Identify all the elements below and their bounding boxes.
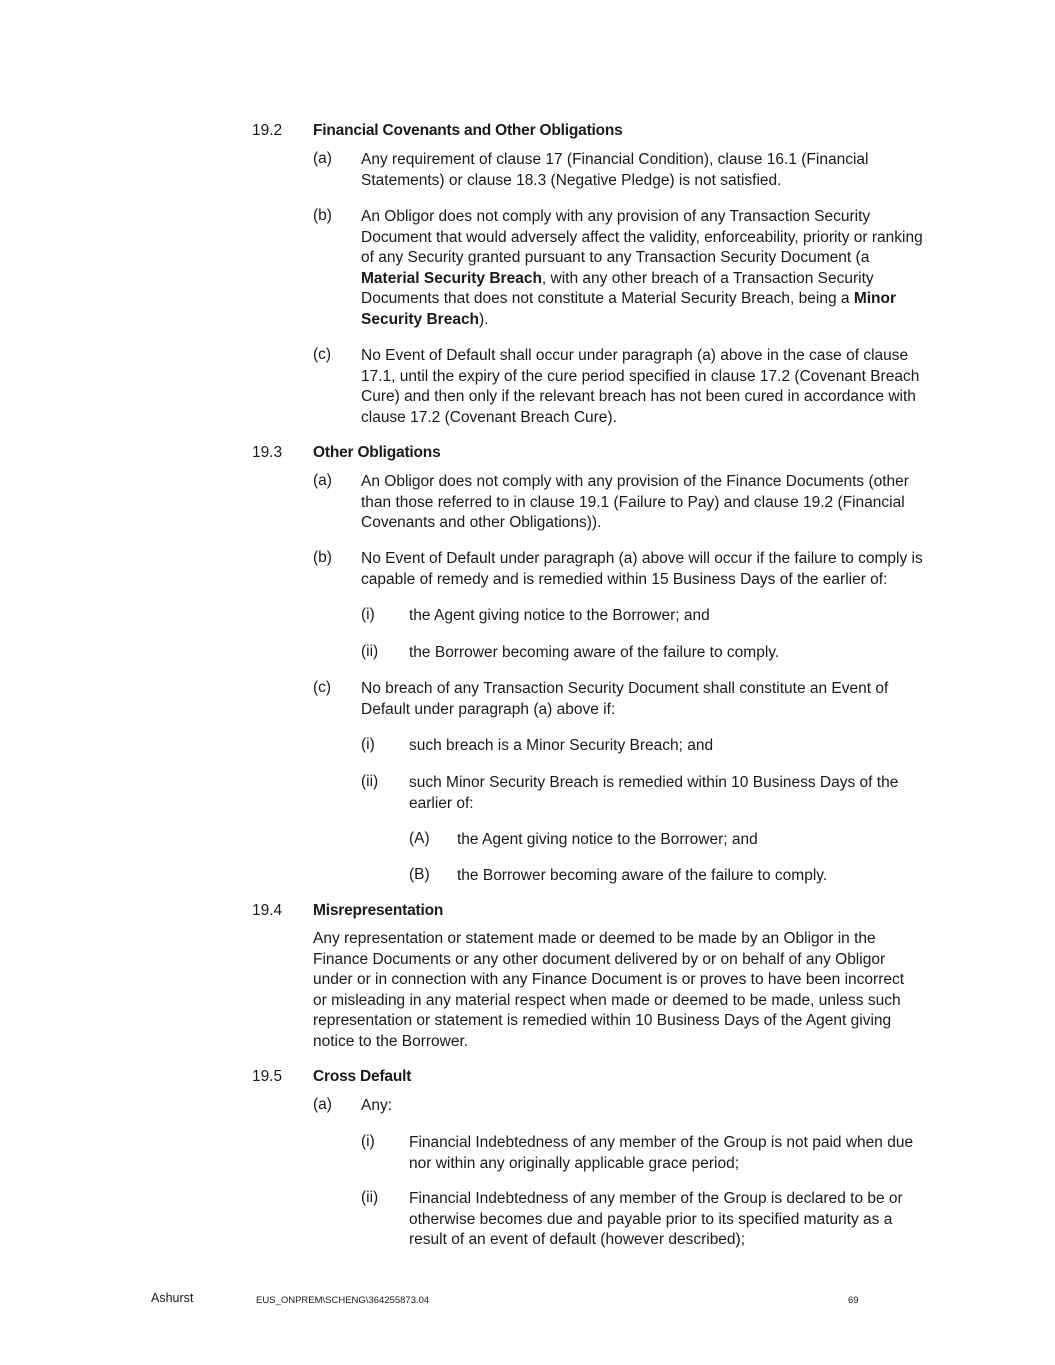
section-heading-19-4: Misrepresentation	[313, 902, 444, 919]
clause-label-19-3-a: (a)	[313, 472, 332, 489]
clause-text-19-3-c-i: such breach is a Minor Security Breach; and	[409, 737, 714, 754]
clause-text-19-2-c: No Event of Default shall occur under paragraph (a) above in the case of clause 17.1, until the expiry of the cure period specified in clause 17.2 (Covenant Breach Cure) and then only if the relevant breach has not been cured in accordance with clause 17.2 (Covenant Breach Cure).	[361, 347, 920, 426]
clause-text-19-2-b	[361, 207, 926, 330]
clause-text-19-2-a: Any requirement of clause 17 (Financial Condition), clause 16.1 (Financial Statements) or clause 18.3 (Negative Pledge) is not satisfied.	[361, 151, 869, 189]
section-number-19-3: 19.3	[252, 444, 283, 461]
defined-term-material-security-breach: Material Security Breach	[361, 269, 542, 287]
defined-term-minor-security-breach: Minor Security Breach	[361, 290, 897, 328]
clause-label-19-3-c-B: (B)	[409, 866, 430, 883]
section-heading-19-5: Cross Default	[313, 1068, 412, 1085]
clause-text-19-3-c-A: the Agent giving notice to the Borrower; and	[457, 831, 758, 848]
clause-text-19-3-a: An Obligor does not comply with any provision of the Finance Documents (other than those referred to in clause 19.1 (Failure to Pay) and clause 19.2 (Financial Covenants and other Obligations)).	[361, 473, 909, 531]
clause-text-19-5-a: Any:	[361, 1097, 393, 1114]
section-heading-19-3: Other Obligations	[313, 444, 441, 461]
clause-text-19-3-b: No Event of Default under paragraph (a) above will occur if the failure to comply is capable of remedy and is remedied within 15 Business Days of the earlier of:	[361, 550, 923, 588]
clause-text-19-3-b-ii: the Borrower becoming aware of the failure to comply.	[409, 644, 780, 661]
clause-text-19-4: Any representation or statement made or deemed to be made by an Obligor in the Finance Documents or any other document delivered by or on behalf of any Obligor under or in connection with any Finance Document is or proves to have been incorrect or misleading in any material respect when made or deemed to be made, unless such representation or statement is remedied within 10 Business Days of the Agent giving notice to the Borrower.	[313, 930, 905, 1050]
section-number-19-2: 19.2	[252, 122, 283, 139]
clause-text-19-3-b-i: the Agent giving notice to the Borrower; and	[409, 607, 710, 624]
clause-label-19-3-c-ii: (ii)	[361, 773, 379, 790]
clause-label-19-2-a: (a)	[313, 150, 332, 167]
clause-text-19-5-a-i: Financial Indebtedness of any member of the Group is not paid when due nor within any originally applicable grace period;	[409, 1134, 914, 1172]
clause-label-19-2-c: (c)	[313, 346, 332, 363]
section-heading-19-2: Financial Covenants and Other Obligations	[313, 122, 623, 139]
clause-label-19-5-a-i: (i)	[361, 1133, 375, 1150]
section-number-19-4: 19.4	[252, 902, 283, 919]
clause-label-19-3-b-i: (i)	[361, 606, 375, 623]
clause-text-19-3-c-B: the Borrower becoming aware of the failure to comply.	[457, 867, 828, 884]
clause-label-19-3-b-ii: (ii)	[361, 643, 379, 660]
clause-text-19-2-b-part3: ).	[479, 310, 489, 328]
clause-label-19-3-b: (b)	[313, 549, 332, 566]
clause-label-19-3-c-i: (i)	[361, 736, 375, 753]
footer-document-reference: EUS_ONPREM\SCHENG\364255873.04	[256, 1295, 430, 1306]
section-number-19-5: 19.5	[252, 1068, 283, 1085]
clause-label-19-3-c-A: (A)	[409, 830, 430, 847]
footer-page-number: 69	[848, 1295, 859, 1306]
clause-text-19-3-c: No breach of any Transaction Security Document shall constitute an Event of Default under paragraph (a) above if:	[361, 680, 889, 718]
clause-label-19-2-b: (b)	[313, 207, 332, 224]
clause-text-19-5-a-ii: Financial Indebtedness of any member of the Group is declared to be or otherwise becomes due and payable prior to its specified maturity as a result of an event of default (however described);	[409, 1190, 903, 1248]
footer-firm-name: Ashurst	[151, 1291, 194, 1305]
clause-text-19-3-c-ii: such Minor Security Breach is remedied within 10 Business Days of the earlier of:	[409, 774, 899, 812]
clause-text-19-2-b-part1: An Obligor does not comply with any provision of any Transaction Security Document that would adversely affect the validity, enforceability, priority or ranking of any Security granted pursuant to any Transaction Security Document (a	[361, 208, 923, 266]
clause-text-19-2-b-part2: , with any other breach of a Transaction Security Documents that does not constitute a Material Security Breach, being a	[361, 269, 874, 307]
clause-label-19-5-a-ii: (ii)	[361, 1189, 379, 1206]
clause-label-19-5-a: (a)	[313, 1096, 332, 1113]
clause-label-19-3-c: (c)	[313, 679, 332, 696]
